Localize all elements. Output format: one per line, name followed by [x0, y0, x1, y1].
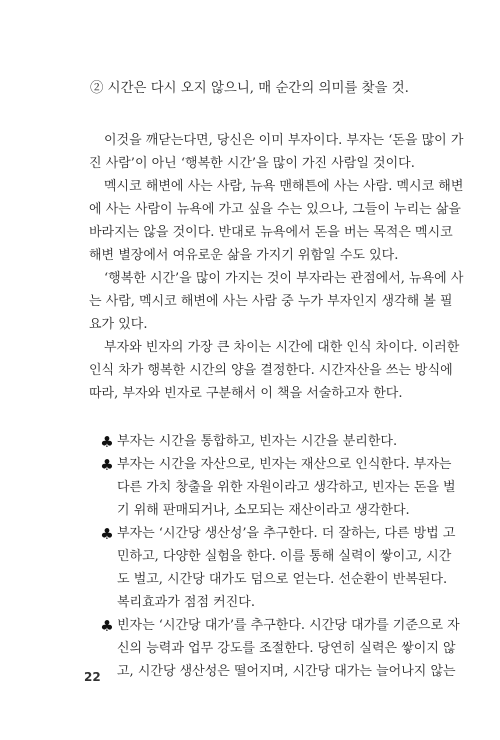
body-text-line: 에 사는 사람이 뉴욕에 가고 싶을 수는 있으나, 그들이 누리는 삶을 — [89, 202, 461, 217]
bullet-text-line: 다른 가치 창출을 위한 자원이라고 생각하고, 빈자는 돈을 벌 — [117, 480, 456, 495]
bullet-text-line: 신의 능력과 업무 강도를 조절한다. 당연히 실력은 쌓이지 않 — [117, 641, 456, 656]
club-bullet-icon: ♣ — [100, 456, 114, 474]
section-heading: ② 시간은 다시 오지 않으니, 매 순간의 의미를 찾을 것. — [90, 81, 409, 96]
body-text-line: 바라지는 않을 것이다. 반대로 뉴욕에서 돈을 버는 목적은 멕시코 — [89, 225, 453, 240]
bullet-text-line: 빈자는 ‘시간당 대가’를 추구한다. 시간당 대가를 기준으로 자 — [117, 618, 460, 633]
club-bullet-icon: ♣ — [100, 525, 114, 543]
page-number: 22 — [84, 670, 101, 684]
body-text-line: 이것을 깨닫는다면, 당신은 이미 부자이다. 부자는 ‘돈을 많이 가 — [104, 133, 464, 148]
body-text-line: 진 사람’이 아닌 ‘행복한 시간’을 많이 가진 사람일 것이다. — [89, 156, 415, 171]
bullet-text-line: 부자는 시간을 자산으로, 빈자는 재산으로 인식한다. 부자는 — [117, 457, 452, 472]
club-bullet-icon: ♣ — [100, 433, 114, 451]
club-bullet-icon: ♣ — [100, 617, 114, 635]
bullet-text-line: 고, 시간당 생산성은 떨어지며, 시간당 대가는 늘어나지 않는 — [117, 664, 456, 679]
body-text-line: 는 사람, 멕시코 해변에 사는 사람 중 누가 부자인지 생각해 볼 필 — [89, 294, 453, 309]
body-text-line: 인식 차가 행복한 시간의 양을 결정한다. 시간자산을 쓰는 방식에 — [89, 363, 453, 378]
bullet-text-line: 기 위해 판매되거나, 소모되는 재산이라고 생각한다. — [117, 503, 410, 518]
bullet-text-line: 부자는 시간을 통합하고, 빈자는 시간을 분리한다. — [117, 434, 398, 449]
body-text-line: 멕시코 해변에 사는 사람, 뉴욕 맨해튼에 사는 사람. 멕시코 해변 — [104, 179, 464, 194]
bullet-text-line: 도 벌고, 시간당 대가도 덤으로 얻는다. 선순환이 반복된다. — [117, 572, 448, 587]
bullet-text-line: 민하고, 다양한 실험을 한다. 이를 통해 실력이 쌓이고, 시간 — [117, 549, 452, 564]
body-text-line: 부자와 빈자의 가장 큰 차이는 시간에 대한 인식 차이다. 이러한 — [104, 340, 460, 355]
body-text-line: ‘행복한 시간’을 많이 가지는 것이 부자라는 관점에서, 뉴욕에 사 — [104, 271, 464, 286]
body-text-line: 요가 있다. — [89, 317, 148, 332]
bullet-text-line: 부자는 ‘시간당 생산성’을 추구한다. 더 잘하는, 다른 방법 고 — [117, 526, 456, 541]
bullet-text-line: 복리효과가 점점 커진다. — [117, 595, 255, 610]
body-text-line: 따라, 부자와 빈자로 구분해서 이 책을 서술하고자 한다. — [89, 386, 403, 401]
body-text-line: 해변 별장에서 여유로운 삶을 가지기 위함일 수도 있다. — [89, 248, 399, 263]
